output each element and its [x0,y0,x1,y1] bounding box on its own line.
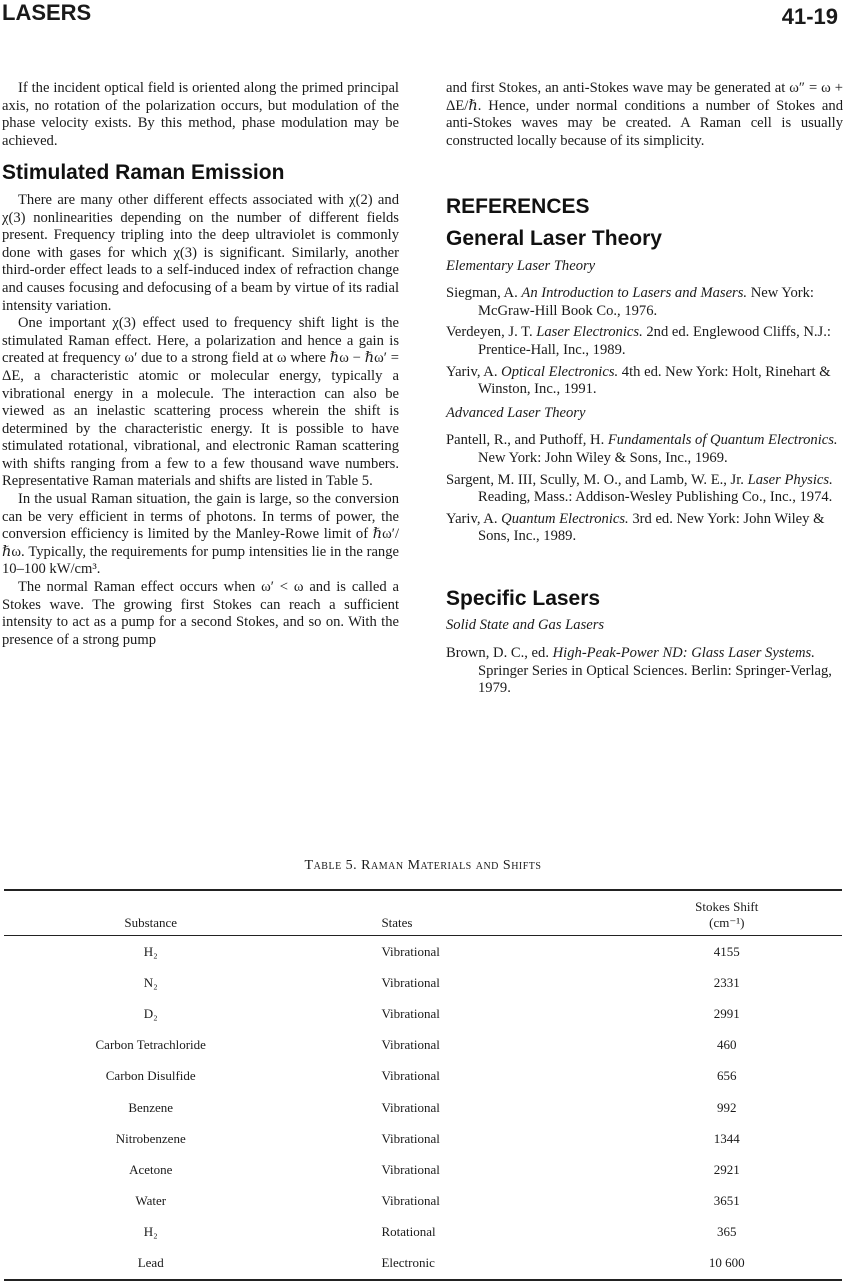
reference-title: Optical Electronics. [501,363,619,380]
table-row [4,998,842,1029]
cell-state: Rotational [381,1224,436,1240]
table-row [4,1186,842,1217]
reference-entry: Yariv, A. Quantum Electronics. 3rd ed. New York: John Wiley & Sons, Inc., 1989. [446,510,825,545]
reference-entry: Verdeyen, J. T. Laser Electronics. 2nd ed. Englewood Cliffs, N.J.: Prentice-Hall, Inc., 1989. [446,324,831,358]
paragraph: The normal Raman effect occurs when ω′ < ω and is called a Stokes wave. The growing first Stokes can reach a sufficient intensity to act as a pump for a second Stokes, and so on. With the presence of a strong pump [2,579,399,648]
paragraph: and first Stokes, an anti-Stokes wave may be generated at ω″ = ω + ΔE/ℏ. Hence, under normal conditions a number of Stokes and anti-Stokes waves may be created. A Raman cell is usually constructed locally because of its simplicity. [446,80,843,149]
cell-shift: 2991 [713,1005,740,1021]
reference-title: An Introduction to Lasers and Masers. [521,285,748,302]
cell-state: Vibrational [381,1099,440,1115]
cell-substance: H₂ [143,943,158,959]
cell-shift: 3651 [713,1193,740,1209]
running-head-title: LASERS [2,0,92,25]
references-heading: REFERENCES [446,195,590,219]
cell-state: Vibrational [381,1037,440,1053]
reference-entry: Brown, D. C., ed. High-Peak-Power ND: Glass Laser Systems. Springer Series in Optical Sciences. Berlin: Springer-Verlag, 1979. [446,645,832,697]
reference-list [446,645,843,698]
paragraph: One important χ(3) effect used to frequency shift light is the stimulated Raman effect. Here, a polarization and hence a gain is created at frequency ω′ due to a strong field at ω where ℏω − ℏω′ = ΔE, a characteristic atomic or molecular energy, typically a vibrational energy in a molecule. The interaction can also be viewed as an inelastic scattering process wherein the shift is determined by the characteristic energy. It is possible to have stimulated rotational, vibrational, and electronic Raman scattering with shifts ranging from a few to a few thousand wave numbers. Representative Raman materials and shifts are listed in Table 5. [2,315,399,490]
table-row [4,1092,842,1123]
cell-shift: 365 [717,1224,737,1240]
table-row [4,1123,842,1154]
cell-state: Vibrational [381,1005,440,1021]
table-row [4,967,842,998]
cell-substance: Carbon Disulfide [105,1068,196,1084]
reference-entry: Yariv, A. Optical Electronics. 4th ed. New York: Holt, Rinehart & Winston, Inc., 1991. [446,363,831,398]
paragraph: In the usual Raman situation, the gain is large, so the conversion can be very efficient in terms of photons. In terms of power, the conversion efficiency is limited by the Manley-Rowe limit of ℏω′/ℏω. Typically, the requirements for pump intensities lie in the range 10–100 kW/cm³. [2,491,399,578]
cell-substance: Benzene [128,1099,174,1115]
cell-state: Vibrational [381,1068,440,1084]
cell-shift: 10 600 [708,1255,745,1271]
reference-title: High-Peak-Power ND: Glass Laser Systems. [552,645,815,662]
table-row [4,1061,842,1092]
cell-shift: 2331 [713,974,740,990]
paragraph: There are many other different effects associated with χ(2) and χ(3) nonlinearities depending on the number of different fields present. Frequency tripling into the deep ultraviolet is commonly done with gases for which χ(3) is significant. Similarly, another third-order effect leads to a self-induced index of refraction change and causes focusing and defocusing of a beam by virtue of its radial intensity variation. [2,191,399,314]
table-row [4,1030,842,1061]
reference-entry: Sargent, M. III, Scully, M. O., and Lamb, W. E., Jr. Laser Physics. Reading, Mass.: Addison-Wesley Publishing Co., Inc., 1974. [446,471,833,506]
cell-state: Electronic [381,1255,435,1271]
left-column [2,80,399,649]
table-header-row [4,890,842,936]
cell-shift: 4155 [713,943,740,959]
page-number: 41-19 [781,4,838,29]
table-caption: Table 5. Raman Materials and Shifts [304,858,542,873]
cell-substance: Lead [137,1255,164,1271]
col-header-substance: Substance [124,915,178,930]
cell-substance: Water [135,1193,167,1209]
reference-title: Quantum Electronics. [501,510,629,527]
cell-state: Vibrational [381,1130,440,1146]
subsection-title: General Laser Theory [446,226,662,250]
cell-substance: Carbon Tetrachloride [95,1037,206,1053]
cell-substance: Nitrobenzene [115,1130,186,1146]
col-header-states: States [381,915,413,930]
table-row [4,1217,842,1248]
col-header-shift: Stokes Shift (cm⁻¹) [695,899,759,930]
cell-state: Vibrational [381,1161,440,1177]
reference-title: Laser Physics. [747,471,833,488]
right-column [446,80,843,702]
cell-state: Vibrational [381,1193,440,1209]
cell-shift: 460 [717,1037,737,1053]
cell-shift: 656 [717,1068,737,1084]
reference-title: Laser Electronics. [536,324,643,341]
reference-category: Advanced Laser Theory [446,404,586,421]
cell-substance: D₂ [143,1005,158,1021]
cell-substance: Acetone [129,1161,173,1177]
raman-table [4,889,842,1281]
cell-state: Vibrational [381,974,440,990]
table-row [4,1248,842,1280]
cell-state: Vibrational [381,943,440,959]
reference-list [446,432,843,546]
reference-entry: Siegman, A. An Introduction to Lasers and Masers. New York: McGraw-Hill Book Co., 1976. [446,285,814,319]
cell-shift: 2921 [713,1161,740,1177]
paragraph: If the incident optical field is oriented along the primed principal axis, no rotation of the polarization occurs, but modulation of the phase velocity exists. By this method, phase modulation may be achieved. [2,80,399,149]
cell-shift: 1344 [713,1130,740,1146]
cell-shift: 992 [717,1099,737,1115]
reference-title: Fundamentals of Quantum Electronics. [607,432,838,449]
reference-category: Elementary Laser Theory [446,257,596,274]
reference-category: Solid State and Gas Lasers [446,617,605,634]
cell-substance: N₂ [143,974,158,990]
section-title: Stimulated Raman Emission [2,161,285,185]
table-row [4,1154,842,1185]
table-row [4,936,842,968]
cell-substance: H₂ [143,1224,158,1240]
reference-list [446,285,843,399]
reference-entry: Pantell, R., and Puthoff, H. Fundamentals of Quantum Electronics. New York: John Wiley & Sons, Inc., 1969. [446,432,838,466]
running-head [0,0,846,32]
subsection-title: Specific Lasers [446,586,601,610]
